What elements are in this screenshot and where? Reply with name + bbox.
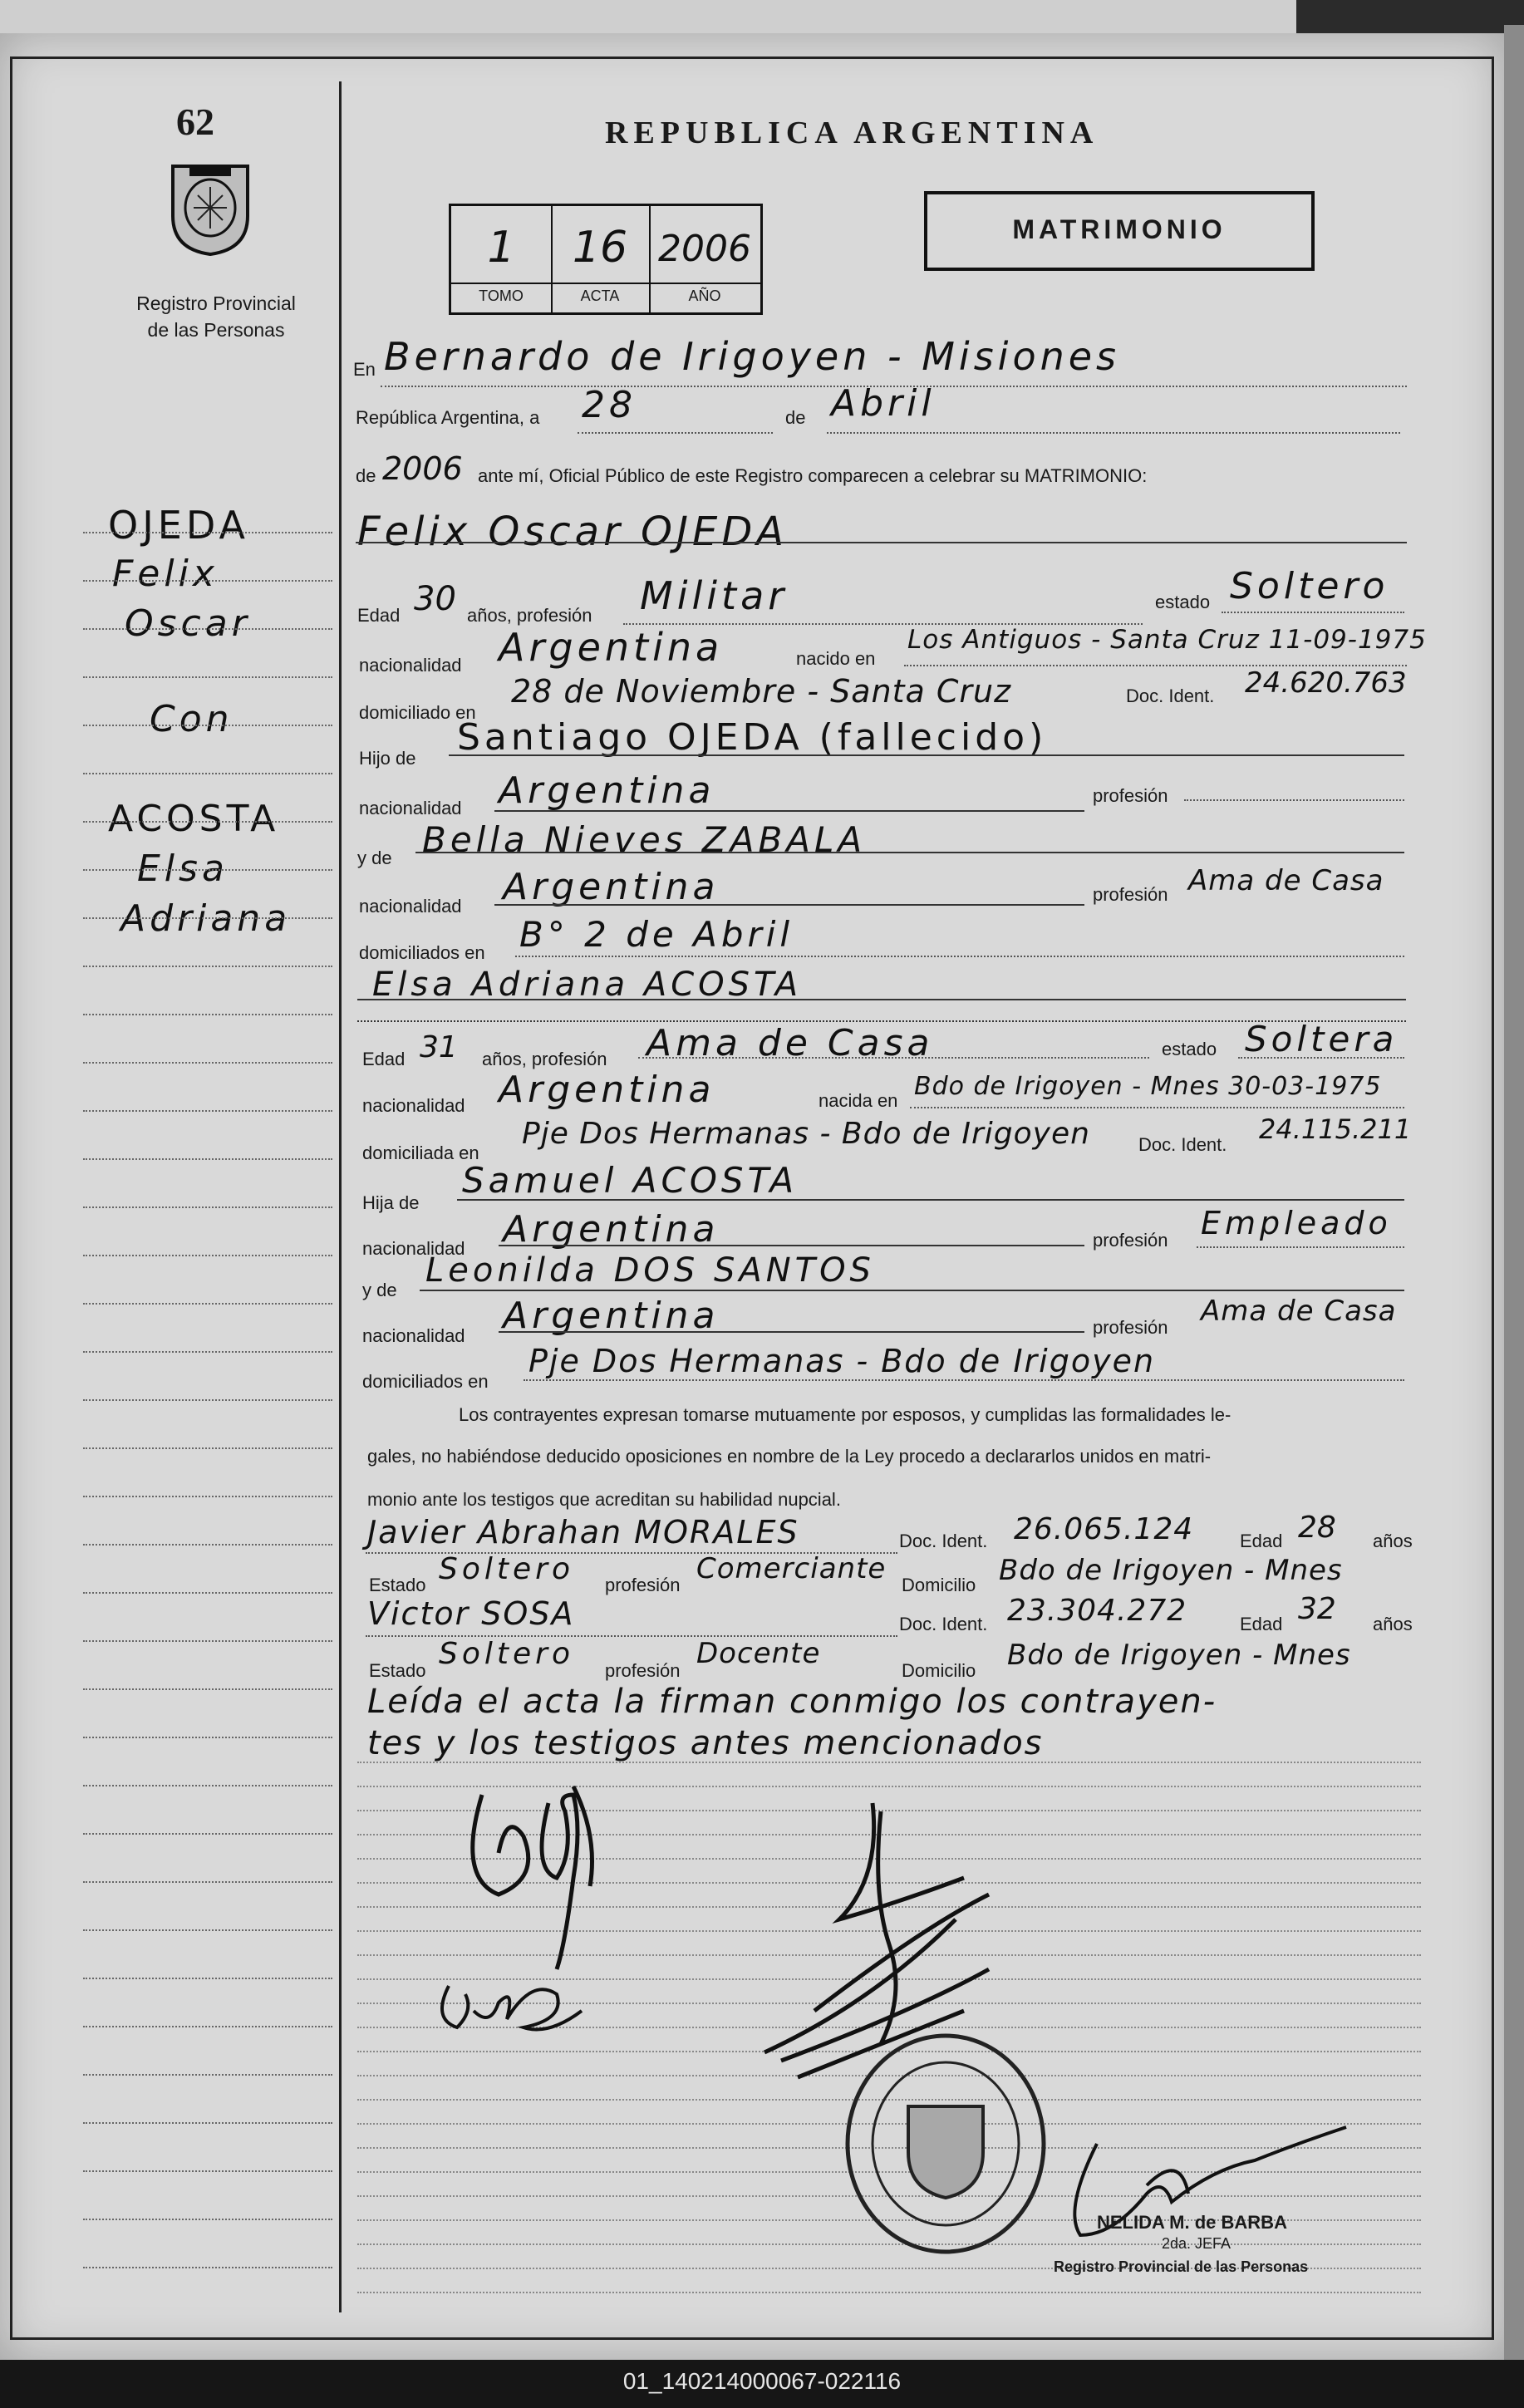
margin-ruled-line xyxy=(83,2122,332,2124)
bride-mother: Leonilda DOS SANTOS xyxy=(425,1251,875,1290)
margin-ruled-line xyxy=(83,1785,332,1786)
margin-ruled-line xyxy=(83,676,332,678)
acta-value: 16 xyxy=(572,223,628,273)
groom-edad-label: Edad xyxy=(357,605,401,626)
margin-ruled-line xyxy=(83,1303,332,1305)
witness-2-domicilio-label: Domicilio xyxy=(902,1660,976,1681)
margin-ruled-line xyxy=(83,1929,332,1931)
month: Abril xyxy=(831,382,936,425)
groom-nacido-label: nacido en xyxy=(796,648,876,669)
groom-anos-profesion-label: años, profesión xyxy=(467,605,592,626)
margin-ruled-line xyxy=(83,2074,332,2076)
witness-2-anos-label: años xyxy=(1373,1614,1413,1634)
margin-ruled-line xyxy=(83,2219,332,2220)
bride-doc: 24.115.211 xyxy=(1259,1113,1412,1145)
day: 28 xyxy=(582,384,637,426)
groom-father: Santiago OJEDA (fallecido) xyxy=(457,716,1048,759)
witness-2-estado-label: Estado xyxy=(369,1660,426,1681)
groom-mother-nacionalidad-label: nacionalidad xyxy=(359,896,462,917)
bride-domicilio: Pje Dos Hermanas - Bdo de Irigoyen xyxy=(522,1117,1090,1151)
witness-2-profesion-label: profesión xyxy=(605,1660,681,1681)
groom-estado: Soltero xyxy=(1230,565,1389,607)
margin-ruled-line xyxy=(83,821,332,823)
bride-father-nacionalidad-label: nacionalidad xyxy=(362,1238,465,1259)
official-title: 2da. JEFA xyxy=(1162,2235,1231,2252)
witness-2-estado: Soltero xyxy=(439,1637,574,1671)
record-box xyxy=(449,204,763,315)
groom-mother-nacionalidad: Argentina xyxy=(503,866,720,908)
intro-statement: ante mí, Oficial Público de este Registro comparecen a celebrar su MATRIMONIO: xyxy=(478,465,1148,486)
bride-profesion: Ama de Casa xyxy=(646,1022,934,1064)
margin-ruled-line xyxy=(83,532,332,533)
margin-ruled-line xyxy=(83,1062,332,1064)
closing-line-1: Leída el acta la firman conmigo los contrayen- xyxy=(367,1683,1217,1721)
year: 2006 xyxy=(382,450,463,487)
official-office: Registro Provincial de las Personas xyxy=(1054,2258,1309,2275)
groom-nacido-en: Los Antiguos - Santa Cruz 11-09-1975 xyxy=(907,625,1427,655)
witness-2-doc-label: Doc. Ident. xyxy=(899,1614,988,1634)
top-strip xyxy=(0,0,1524,33)
bride-mother-nacionalidad: Argentina xyxy=(503,1295,720,1337)
witness-1-domicilio-label: Domicilio xyxy=(902,1575,976,1595)
official-stamp xyxy=(838,2027,1054,2260)
groom-father-nacionalidad: Argentina xyxy=(499,769,715,812)
margin-ruled-line xyxy=(83,1255,332,1256)
margin-ruled-line xyxy=(83,1833,332,1835)
registry-line-1: Registro Provincial xyxy=(136,292,296,314)
margin-ruled-line xyxy=(83,725,332,726)
bride-father-profesion-label: profesión xyxy=(1093,1230,1168,1251)
margin-bride-first: Elsa xyxy=(137,848,229,890)
margin-ruled-line xyxy=(83,2170,332,2172)
de-label: de xyxy=(785,407,806,428)
margin-groom-surname: OJEDA xyxy=(108,503,249,548)
groom-mother: Bella Nieves ZABALA xyxy=(422,819,867,860)
groom-domicilio: 28 de Noviembre - Santa Cruz xyxy=(511,673,1012,710)
margin-ruled-line xyxy=(83,1014,332,1015)
bride-father: Samuel ACOSTA xyxy=(462,1160,799,1201)
margin-connector: Con xyxy=(150,698,234,740)
bride-nacida-en: Bdo de Irigoyen - Mnes 30-03-1975 xyxy=(914,1072,1382,1101)
witness-2-profesion: Docente xyxy=(696,1637,821,1670)
republica-label: República Argentina, a xyxy=(356,407,540,428)
bride-nacionalidad: Argentina xyxy=(499,1069,715,1111)
margin-ruled-line xyxy=(83,1978,332,1979)
groom-hijo-label: Hijo de xyxy=(359,748,416,769)
document-type: MATRIMONIO xyxy=(1012,214,1227,244)
witness-1-edad-label: Edad xyxy=(1240,1531,1283,1551)
bride-father-profesion: Empleado xyxy=(1201,1205,1392,1241)
margin-ruled-line xyxy=(83,1447,332,1449)
bride-domiciliada-label: domiciliada en xyxy=(362,1143,479,1163)
witness-2-doc: 23.304.272 xyxy=(1007,1594,1187,1628)
tomo-value: 1 xyxy=(487,223,515,273)
groom-father-nacionalidad-label: nacionalidad xyxy=(359,798,462,818)
groom-doc: 24.620.763 xyxy=(1245,666,1407,700)
witness-1-doc: 26.065.124 xyxy=(1014,1512,1194,1546)
bride-mother-profesion-label: profesión xyxy=(1093,1317,1168,1338)
bride-mother-profesion: Ama de Casa xyxy=(1201,1295,1397,1328)
declaration-line-1: Los contrayentes expresan tomarse mutuamente por esposos, y cumplidas las formalidades le- xyxy=(459,1404,1231,1425)
witness-1-name: Javier Abrahan MORALES xyxy=(367,1514,799,1550)
witness-1-anos-label: años xyxy=(1373,1531,1413,1551)
margin-ruled-line xyxy=(83,1496,332,1497)
groom-name: Felix Oscar OJEDA xyxy=(357,509,789,555)
bride-nacionalidad-label: nacionalidad xyxy=(362,1095,465,1116)
groom-nacionalidad: Argentina xyxy=(499,625,724,670)
footer-bar xyxy=(0,2360,1524,2408)
margin-ruled-line xyxy=(83,1351,332,1353)
closing-line-2: tes y los testigos antes mencionados xyxy=(367,1724,1044,1762)
bride-y-de-label: y de xyxy=(362,1280,397,1300)
declaration-line-3: monio ante los testigos que acreditan su habilidad nupcial. xyxy=(367,1489,841,1510)
bride-edad: 31 xyxy=(420,1030,458,1064)
margin-groom-first: Felix xyxy=(112,553,219,595)
bride-hija-label: Hija de xyxy=(362,1192,420,1213)
declaration-line-2: gales, no habiéndose deducido oposiciones en nombre de la Ley procedo a declararlos unidos en matri- xyxy=(367,1446,1212,1467)
page-number: 62 xyxy=(176,101,214,143)
footer-id: 01_140214000067-022116 xyxy=(622,2368,902,2394)
margin-ruled-line xyxy=(83,628,332,630)
groom-father-profesion-label: profesión xyxy=(1093,785,1168,806)
witness-1-domicilio: Bdo de Irigoyen - Mnes xyxy=(999,1554,1343,1587)
groom-edad: 30 xyxy=(414,580,456,618)
margin-ruled-line xyxy=(83,773,332,774)
bride-estado: Soltera xyxy=(1245,1019,1399,1059)
margin-ruled-line xyxy=(83,1206,332,1208)
groom-estado-label: estado xyxy=(1155,592,1211,612)
witness-1-estado: Soltero xyxy=(439,1552,574,1586)
document-page xyxy=(0,33,1504,2360)
margin-ruled-line xyxy=(83,1110,332,1112)
margin-ruled-line xyxy=(83,1399,332,1401)
groom-doc-label: Doc. Ident. xyxy=(1126,686,1215,706)
bride-signature xyxy=(424,1953,590,2044)
bride-parents-domiciliados-label: domiciliados en xyxy=(362,1371,489,1392)
acta-label: ACTA xyxy=(580,287,620,304)
witness-1-estado-label: Estado xyxy=(369,1575,426,1595)
bride-nacida-label: nacida en xyxy=(819,1090,898,1111)
groom-profesion: Militar xyxy=(640,573,789,618)
witness-1-doc-label: Doc. Ident. xyxy=(899,1531,988,1551)
margin-ruled-line xyxy=(83,1640,332,1642)
bride-parents-domicilio: Pje Dos Hermanas - Bdo de Irigoyen xyxy=(528,1343,1156,1379)
witness-1-profesion-label: profesión xyxy=(605,1575,681,1595)
ano-label: AÑO xyxy=(688,287,721,304)
groom-y-de-label: y de xyxy=(357,848,392,868)
registry-line-2: de las Personas xyxy=(147,319,285,341)
bride-anos-profesion-label: años, profesión xyxy=(482,1049,607,1069)
groom-signature xyxy=(449,1778,648,1978)
margin-ruled-line xyxy=(83,869,332,871)
groom-parents-domicilio: B° 2 de Abril xyxy=(519,914,794,955)
margin-ruled-line xyxy=(83,580,332,582)
witness-2-edad-label: Edad xyxy=(1240,1614,1283,1634)
groom-domiciliado-label: domiciliado en xyxy=(359,702,476,723)
groom-parents-domiciliados-label: domiciliados en xyxy=(359,942,485,963)
margin-ruled-line xyxy=(83,1158,332,1160)
en-label: En xyxy=(353,359,376,380)
bride-mother-nacionalidad-label: nacionalidad xyxy=(362,1325,465,1346)
margin-ruled-line xyxy=(83,1737,332,1738)
bride-estado-label: estado xyxy=(1162,1039,1217,1059)
margin-bride-second: Adriana xyxy=(120,897,292,940)
margin-ruled-line xyxy=(83,2026,332,2027)
margin-ruled-line xyxy=(83,1544,332,1546)
margin-ruled-line xyxy=(83,1592,332,1594)
provincial-seal-icon xyxy=(165,158,256,258)
bride-edad-label: Edad xyxy=(362,1049,406,1069)
groom-nacionalidad-label: nacionalidad xyxy=(359,655,462,676)
margin-ruled-line xyxy=(83,2267,332,2268)
margin-divider xyxy=(339,81,342,2312)
official-name: NELIDA M. de BARBA xyxy=(1097,2212,1287,2233)
witness-1-edad: 28 xyxy=(1298,1511,1336,1545)
witness-2-name: Victor SOSA xyxy=(367,1595,575,1632)
groom-mother-profesion-label: profesión xyxy=(1093,884,1168,905)
bride-father-nacionalidad: Argentina xyxy=(503,1208,720,1251)
ano-value: 2006 xyxy=(658,228,751,270)
book-edge xyxy=(1504,25,1524,2376)
body-ruled-line xyxy=(357,1762,1421,1763)
body-ruled-line xyxy=(357,2292,1421,2293)
witness-1-profesion: Comerciante xyxy=(696,1552,887,1585)
witness-2-domicilio: Bdo de Irigoyen - Mnes xyxy=(1007,1639,1351,1672)
margin-ruled-line xyxy=(83,1881,332,1883)
bride-name: Elsa Adriana ACOSTA xyxy=(372,966,803,1004)
margin-ruled-line xyxy=(83,917,332,919)
margin-ruled-line xyxy=(83,966,332,967)
tomo-label: TOMO xyxy=(479,287,524,304)
margin-ruled-line xyxy=(83,1688,332,1690)
place: Bernardo de Irigoyen - Misiones xyxy=(384,334,1121,379)
country-title: REPUBLICA ARGENTINA xyxy=(605,115,1099,150)
margin-bride-surname: ACOSTA xyxy=(108,798,280,840)
year-prefix: de xyxy=(356,465,376,486)
bride-doc-label: Doc. Ident. xyxy=(1138,1134,1227,1155)
margin-groom-second: Oscar xyxy=(125,602,251,645)
document-type-box xyxy=(924,191,1315,271)
groom-mother-profesion: Ama de Casa xyxy=(1188,864,1384,897)
witness-2-edad: 32 xyxy=(1298,1592,1336,1626)
